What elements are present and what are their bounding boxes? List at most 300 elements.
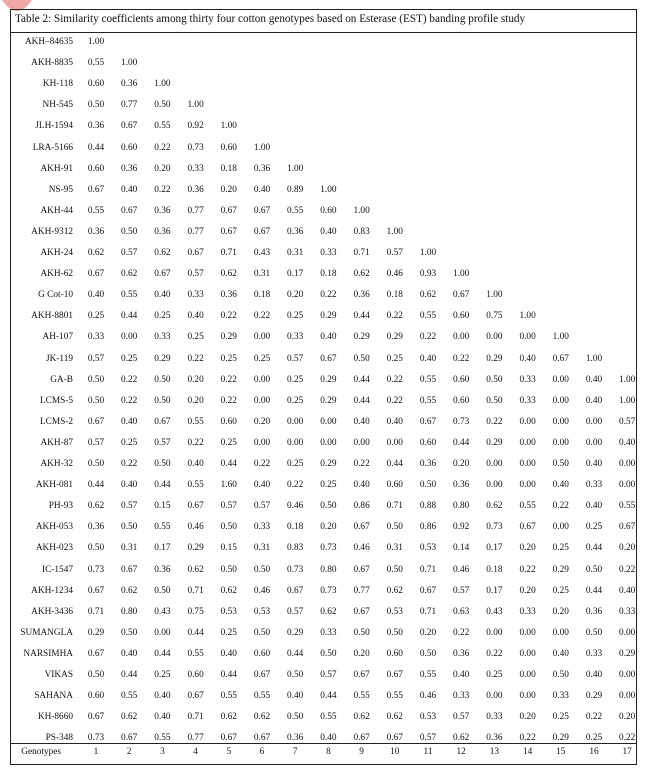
similarity-cell: 0.67 xyxy=(320,353,337,364)
similarity-cell: 0.18 xyxy=(287,522,304,533)
similarity-cell: 0.50 xyxy=(585,627,603,638)
similarity-cell: 0.71 xyxy=(419,606,437,617)
similarity-cell: 0.00 xyxy=(486,627,503,638)
column-header: 3 xyxy=(160,747,165,757)
similarity-cell: 0.36 xyxy=(87,226,105,237)
genotype-name: AKH-053 xyxy=(35,522,73,533)
similarity-cell: 0.25 xyxy=(287,459,304,469)
similarity-cell: 0.00 xyxy=(519,459,536,469)
similarity-cell: 0.55 xyxy=(220,691,237,702)
similarity-cell: 0.73 xyxy=(320,543,337,554)
similarity-cell: 0.60 xyxy=(386,480,403,491)
similarity-cell: 0.20 xyxy=(220,184,237,195)
similarity-cell: 0.55 xyxy=(519,501,536,512)
similarity-cell: 0.50 xyxy=(419,648,437,659)
similarity-cell: 0.44 xyxy=(121,670,138,680)
similarity-cell: 0.00 xyxy=(519,332,536,343)
similarity-cell: 0.17 xyxy=(486,585,503,596)
similarity-cell: 0.31 xyxy=(253,543,271,554)
similarity-cell: 0.55 xyxy=(419,374,437,385)
similarity-cell: 0.29 xyxy=(619,648,636,659)
similarity-cell: 0.20 xyxy=(519,585,536,596)
similarity-cell: 0.40 xyxy=(619,437,636,448)
similarity-cell: 0.36 xyxy=(419,459,437,469)
similarity-cell: 0.29 xyxy=(585,691,603,702)
similarity-cell: 0.22 xyxy=(585,712,603,723)
similarity-cell: 0.22 xyxy=(386,311,403,322)
similarity-cell: 0.17 xyxy=(154,543,171,554)
similarity-cell: 0.67 xyxy=(353,733,370,744)
similarity-cell: 0.33 xyxy=(519,606,536,617)
similarity-cell: 0.53 xyxy=(419,712,437,723)
similarity-cell: 0.67 xyxy=(87,184,105,195)
genotype-name: JK-119 xyxy=(45,353,73,364)
similarity-cell: 0.00 xyxy=(287,416,304,427)
similarity-cell: 0.33 xyxy=(253,522,271,533)
similarity-cell: 0.67 xyxy=(187,691,204,702)
similarity-cell: 0.50 xyxy=(353,627,370,638)
similarity-cell: 0.93 xyxy=(419,269,437,280)
similarity-cell: 0.67 xyxy=(253,733,271,744)
similarity-cell: 0.55 xyxy=(154,522,171,533)
similarity-cell: 0.33 xyxy=(320,248,337,258)
similarity-cell: 0.00 xyxy=(519,648,536,659)
similarity-cell: 0.62 xyxy=(353,712,370,723)
similarity-cell: 0.67 xyxy=(220,226,237,237)
similarity-cell: 0.14 xyxy=(453,543,470,554)
similarity-cell: 0.33 xyxy=(519,374,536,385)
genotype-name: AKH-87 xyxy=(40,437,73,448)
similarity-cell: 0.00 xyxy=(287,437,304,448)
similarity-cell: 0.40 xyxy=(121,480,138,491)
similarity-cell: 0.60 xyxy=(453,311,470,322)
similarity-cell: 0.25 xyxy=(552,712,569,723)
similarity-cell: 0.55 xyxy=(419,395,437,406)
similarity-cell: 0.46 xyxy=(187,522,204,533)
similarity-cell: 0.00 xyxy=(619,627,636,638)
similarity-cell: 0.57 xyxy=(220,501,237,512)
similarity-cell: 1.00 xyxy=(486,290,503,301)
similarity-cell: 0.00 xyxy=(486,691,503,702)
similarity-cell: 0.33 xyxy=(287,332,304,343)
similarity-cell: 0.73 xyxy=(187,142,204,153)
similarity-cell: 0.67 xyxy=(154,269,171,280)
column-header: 17 xyxy=(622,747,632,757)
similarity-cell: 0.20 xyxy=(419,627,437,638)
similarity-cell: 0.57 xyxy=(154,437,171,448)
similarity-cell: 0.46 xyxy=(453,564,470,575)
similarity-cell: 0.36 xyxy=(187,184,204,195)
genotype-name: G Cot-10 xyxy=(38,290,73,301)
similarity-cell: 0.36 xyxy=(353,290,370,301)
similarity-cell: 0.62 xyxy=(121,712,138,723)
similarity-cell: 0.57 xyxy=(419,733,437,744)
similarity-cell: 1.00 xyxy=(552,332,569,343)
similarity-cell: 0.40 xyxy=(353,416,370,427)
similarity-cell: 0.22 xyxy=(121,374,138,385)
similarity-cell: 0.57 xyxy=(619,416,636,427)
similarity-cell: 0.40 xyxy=(287,691,304,702)
similarity-cell: 0.25 xyxy=(121,437,138,448)
similarity-cell: 0.25 xyxy=(386,353,403,364)
similarity-cell: 0.44 xyxy=(187,627,204,638)
similarity-cell: 1.00 xyxy=(419,248,437,258)
similarity-cell: 0.60 xyxy=(453,395,470,406)
similarity-cell: 0.73 xyxy=(453,416,470,427)
similarity-cell: 0.00 xyxy=(552,522,569,533)
similarity-cell: 0.50 xyxy=(154,585,171,596)
similarity-cell: 0.00 xyxy=(619,480,636,491)
similarity-cell: 0.00 xyxy=(552,374,569,385)
similarity-cell: 0.22 xyxy=(220,374,237,385)
similarity-cell: 0.18 xyxy=(386,290,403,301)
similarity-cell: 0.50 xyxy=(121,522,138,533)
similarity-cell: 0.50 xyxy=(154,395,171,406)
similarity-cell: 0.83 xyxy=(353,226,370,237)
similarity-cell: 0.75 xyxy=(187,606,204,617)
genotype-name: GA-B xyxy=(50,374,73,385)
column-header: 9 xyxy=(359,747,364,757)
column-header: 5 xyxy=(226,747,232,757)
similarity-cell: 0.67 xyxy=(121,733,138,744)
table-caption: Table 2: Similarity coefficients among thirty four cotton genotypes based on Esterase (EST) banding profile study xyxy=(15,13,526,25)
similarity-cell: 0.67 xyxy=(87,712,105,723)
similarity-cell: 0.57 xyxy=(87,437,105,448)
similarity-cell: 0.57 xyxy=(253,501,271,512)
similarity-cell: 0.71 xyxy=(353,248,370,258)
column-header: 1 xyxy=(93,747,99,757)
similarity-cell: 0.22 xyxy=(187,353,204,364)
genotypes-label: Genotypes xyxy=(21,747,61,757)
similarity-cell: 0.33 xyxy=(585,480,603,491)
similarity-cell: 0.20 xyxy=(154,163,171,174)
similarity-cell: 0.00 xyxy=(552,437,569,448)
genotype-name: NS-95 xyxy=(48,184,73,195)
similarity-cell: 0.25 xyxy=(585,733,603,744)
similarity-cell: 0.57 xyxy=(287,353,304,364)
similarity-cell: 0.33 xyxy=(519,395,536,406)
similarity-cell: 0.22 xyxy=(386,395,403,406)
similarity-cell: 0.20 xyxy=(619,712,636,723)
similarity-cell: 0.44 xyxy=(87,480,105,491)
similarity-cell: 0.57 xyxy=(453,712,470,723)
similarity-cell: 0.33 xyxy=(87,332,105,343)
similarity-cell: 0.57 xyxy=(386,248,403,258)
similarity-cell: 0.40 xyxy=(453,670,470,680)
similarity-cell: 0.40 xyxy=(585,374,603,385)
genotype-name: AH-107 xyxy=(42,332,73,343)
similarity-cell: 0.89 xyxy=(287,184,304,195)
similarity-cell: 0.40 xyxy=(585,501,603,512)
similarity-cell: 0.00 xyxy=(519,627,536,638)
similarity-cell: 0.29 xyxy=(386,332,403,343)
similarity-cell: 0.44 xyxy=(154,648,171,659)
similarity-cell: 1.00 xyxy=(121,58,138,69)
similarity-cell: 0.62 xyxy=(220,585,237,596)
similarity-cell: 0.00 xyxy=(519,670,536,680)
similarity-cell: 1.00 xyxy=(519,311,536,322)
similarity-cell: 0.62 xyxy=(320,606,337,617)
similarity-cell: 0.71 xyxy=(419,564,437,575)
genotype-name: AKH-8835 xyxy=(31,58,73,69)
similarity-cell: 0.57 xyxy=(121,501,138,512)
similarity-cell: 0.77 xyxy=(187,226,204,237)
similarity-cell: 0.50 xyxy=(220,522,237,533)
similarity-cell: 0.22 xyxy=(353,459,370,469)
similarity-cell: 1.00 xyxy=(386,226,403,237)
similarity-cell: 0.40 xyxy=(121,184,138,195)
similarity-cell: 0.44 xyxy=(220,670,237,680)
similarity-cell: 0.67 xyxy=(552,353,569,364)
similarity-cell: 0.00 xyxy=(253,395,271,406)
similarity-cell: 1.00 xyxy=(253,142,271,153)
genotype-name: AKH-023 xyxy=(35,543,73,554)
similarity-cell: 1.60 xyxy=(220,480,237,491)
similarity-cell: 0.50 xyxy=(320,648,337,659)
similarity-cell: 0.67 xyxy=(154,416,171,427)
similarity-cell: 0.31 xyxy=(386,543,403,554)
genotype-name: NARSIMHA xyxy=(23,648,73,659)
similarity-cell: 0.50 xyxy=(419,480,437,491)
similarity-cell: 0.33 xyxy=(320,627,337,638)
similarity-cell: 0.40 xyxy=(154,712,171,723)
similarity-cell: 0.29 xyxy=(486,437,503,448)
similarity-cell: 0.43 xyxy=(253,248,271,258)
similarity-cell: 0.55 xyxy=(121,691,138,702)
similarity-cell: 0.31 xyxy=(253,269,271,280)
similarity-cell: 0.60 xyxy=(253,648,271,659)
similarity-cell: 0.40 xyxy=(585,395,603,406)
similarity-cell: 0.25 xyxy=(287,374,304,385)
similarity-cell: 0.33 xyxy=(187,290,204,301)
similarity-cell: 0.00 xyxy=(486,459,503,469)
similarity-cell: 0.62 xyxy=(453,733,470,744)
similarity-cell: 0.44 xyxy=(353,395,370,406)
similarity-cell: 0.80 xyxy=(121,606,138,617)
similarity-cell: 0.50 xyxy=(386,522,403,533)
similarity-cell: 0.60 xyxy=(87,79,105,90)
similarity-cell: 0.36 xyxy=(486,733,503,744)
similarity-cell: 0.55 xyxy=(320,712,337,723)
similarity-cell: 0.71 xyxy=(87,606,105,617)
similarity-cell: 0.55 xyxy=(87,205,105,216)
similarity-cell: 0.62 xyxy=(220,712,237,723)
caption-divider xyxy=(11,32,636,33)
column-header: 13 xyxy=(489,747,500,757)
similarity-cell: 0.67 xyxy=(353,670,370,680)
similarity-cell: 0.22 xyxy=(154,184,171,195)
similarity-cell: 0.57 xyxy=(187,269,204,280)
similarity-cell: 0.67 xyxy=(419,416,437,427)
similarity-cell: 0.92 xyxy=(453,522,470,533)
similarity-cell: 0.50 xyxy=(287,670,304,680)
similarity-cell: 0.25 xyxy=(253,353,271,364)
similarity-cell: 0.55 xyxy=(187,416,204,427)
similarity-cell: 0.55 xyxy=(287,205,304,216)
similarity-cell: 0.50 xyxy=(253,564,271,575)
similarity-cell: 0.73 xyxy=(87,733,105,744)
similarity-cell: 0.50 xyxy=(154,374,171,385)
genotype-name: LCMS-2 xyxy=(39,416,73,427)
similarity-cell: 0.86 xyxy=(419,522,437,533)
similarity-cell: 0.62 xyxy=(253,712,271,723)
similarity-cell: 0.50 xyxy=(121,226,138,237)
similarity-cell: 0.67 xyxy=(87,585,105,596)
similarity-cell: 0.15 xyxy=(154,501,171,512)
similarity-cell: 0.18 xyxy=(486,564,503,575)
similarity-cell: 0.20 xyxy=(187,395,204,406)
similarity-cell: 0.22 xyxy=(154,142,171,153)
similarity-cell: 0.50 xyxy=(87,374,105,385)
similarity-cell: 0.67 xyxy=(386,670,403,680)
genotype-name: KH-8660 xyxy=(37,712,73,723)
similarity-cell: 0.20 xyxy=(453,459,470,469)
similarity-cell: 0.40 xyxy=(87,290,105,301)
similarity-cell: 0.25 xyxy=(220,627,237,638)
similarity-cell: 0.67 xyxy=(453,290,470,301)
similarity-cell: 0.29 xyxy=(287,627,304,638)
similarity-cell: 0.73 xyxy=(287,564,304,575)
similarity-cell: 0.46 xyxy=(386,269,403,280)
similarity-cell: 1.00 xyxy=(619,395,636,406)
similarity-cell: 0.40 xyxy=(154,691,171,702)
similarity-cell: 0.50 xyxy=(121,627,138,638)
similarity-cell: 0.46 xyxy=(419,691,437,702)
genotype-name: AKH-24 xyxy=(40,248,73,258)
similarity-cell: 0.00 xyxy=(552,395,569,406)
similarity-cell: 0.00 xyxy=(619,670,636,680)
similarity-cell: 0.36 xyxy=(87,121,105,132)
similarity-cell: 0.40 xyxy=(253,480,271,491)
similarity-cell: 0.36 xyxy=(220,290,237,301)
similarity-cell: 0.40 xyxy=(386,416,403,427)
similarity-cell: 0.00 xyxy=(253,374,271,385)
similarity-cell: 0.00 xyxy=(386,437,403,448)
similarity-cell: 0.88 xyxy=(419,501,437,512)
similarity-cell: 0.44 xyxy=(320,691,337,702)
similarity-cell: 0.77 xyxy=(353,585,370,596)
similarity-cell: 0.40 xyxy=(585,670,603,680)
similarity-cell: 0.29 xyxy=(320,374,337,385)
similarity-cell: 0.22 xyxy=(121,395,138,406)
similarity-cell: 1.00 xyxy=(353,205,370,216)
similarity-cell: 0.55 xyxy=(121,290,138,301)
similarity-cell: 0.29 xyxy=(552,733,569,744)
similarity-cell: 0.22 xyxy=(220,395,237,406)
similarity-cell: 0.40 xyxy=(585,459,603,469)
similarity-cell: 0.67 xyxy=(619,522,636,533)
similarity-cell: 0.44 xyxy=(453,437,470,448)
similarity-cell: 0.50 xyxy=(220,564,237,575)
similarity-cell: 0.25 xyxy=(287,311,304,322)
similarity-cell: 0.55 xyxy=(154,121,171,132)
similarity-cell: 0.36 xyxy=(453,648,470,659)
similarity-cell: 0.36 xyxy=(453,480,470,491)
similarity-cell: 0.40 xyxy=(552,480,569,491)
genotype-name: AKH-62 xyxy=(40,269,73,280)
genotype-name: AKH-32 xyxy=(40,459,73,469)
similarity-cell: 0.25 xyxy=(287,395,304,406)
similarity-cell: 0.17 xyxy=(287,269,304,280)
genotype-name: AKH-1234 xyxy=(31,585,73,596)
similarity-cell: 0.71 xyxy=(187,712,204,723)
similarity-cell: 0.62 xyxy=(419,290,437,301)
similarity-cell: 0.40 xyxy=(419,353,437,364)
similarity-cell: 0.44 xyxy=(353,311,370,322)
similarity-cell: 0.22 xyxy=(552,501,569,512)
similarity-cell: 0.36 xyxy=(121,163,138,174)
similarity-cell: 0.22 xyxy=(253,459,271,469)
similarity-cell: 0.25 xyxy=(154,311,171,322)
similarity-cell: 0.22 xyxy=(619,564,636,575)
similarity-cell: 0.00 xyxy=(519,416,536,427)
similarity-cell: 0.22 xyxy=(121,459,138,469)
similarity-cell: 0.25 xyxy=(486,670,503,680)
similarity-cell: 0.29 xyxy=(187,543,204,554)
similarity-cell: 0.67 xyxy=(121,121,138,132)
similarity-cell: 0.55 xyxy=(87,58,105,69)
similarity-cell: 0.55 xyxy=(187,648,204,659)
similarity-cell: 0.62 xyxy=(220,269,237,280)
similarity-cell: 0.71 xyxy=(187,585,204,596)
column-header: 6 xyxy=(259,747,265,757)
similarity-cell: 0.18 xyxy=(220,163,237,174)
similarity-cell: 0.50 xyxy=(87,543,105,554)
similarity-cell: 0.44 xyxy=(220,459,237,469)
column-header: 10 xyxy=(390,747,400,757)
similarity-cell: 0.57 xyxy=(121,248,138,258)
similarity-cell: 0.77 xyxy=(187,205,204,216)
similarity-cell: 0.40 xyxy=(220,648,237,659)
column-header: 14 xyxy=(522,747,533,757)
similarity-cell: 0.25 xyxy=(87,311,105,322)
similarity-cell: 0.00 xyxy=(552,627,569,638)
similarity-cell: 0.36 xyxy=(287,226,304,237)
similarity-cell: 0.73 xyxy=(320,585,337,596)
similarity-cell: 0.62 xyxy=(187,564,204,575)
similarity-cell: 0.25 xyxy=(187,332,204,343)
similarity-cell: 0.15 xyxy=(220,543,237,554)
similarity-cell: 0.40 xyxy=(253,184,271,195)
genotype-name: AKH-3436 xyxy=(31,606,73,617)
similarity-cell: 0.80 xyxy=(453,501,470,512)
similarity-cell: 0.55 xyxy=(419,311,437,322)
column-header: 2 xyxy=(126,747,132,757)
similarity-cell: 0.67 xyxy=(187,248,204,258)
similarity-cell: 0.20 xyxy=(353,648,370,659)
similarity-cell: 0.29 xyxy=(220,332,237,343)
genotype-name: AKH-44 xyxy=(40,205,73,216)
genotype-name: AKH-081 xyxy=(35,480,73,491)
similarity-cell: 0.22 xyxy=(519,733,536,744)
similarity-cell: 1.00 xyxy=(154,79,171,90)
similarity-cell: 0.60 xyxy=(87,691,105,702)
similarity-cell: 0.60 xyxy=(453,374,470,385)
similarity-cell: 0.40 xyxy=(619,585,636,596)
similarity-cell: 1.00 xyxy=(619,374,636,385)
similarity-cell: 0.67 xyxy=(353,564,370,575)
similarity-cell: 0.00 xyxy=(154,627,171,638)
similarity-cell: 0.44 xyxy=(121,311,138,322)
similarity-cell: 0.36 xyxy=(154,564,171,575)
similarity-cell: 0.67 xyxy=(87,648,105,659)
similarity-cell: 0.18 xyxy=(320,269,337,280)
similarity-cell: 0.55 xyxy=(619,501,636,512)
similarity-cell: 0.71 xyxy=(220,248,237,258)
similarity-cell: 0.25 xyxy=(121,353,138,364)
similarity-cell: 0.33 xyxy=(187,163,204,174)
similarity-cell: 0.22 xyxy=(453,353,470,364)
